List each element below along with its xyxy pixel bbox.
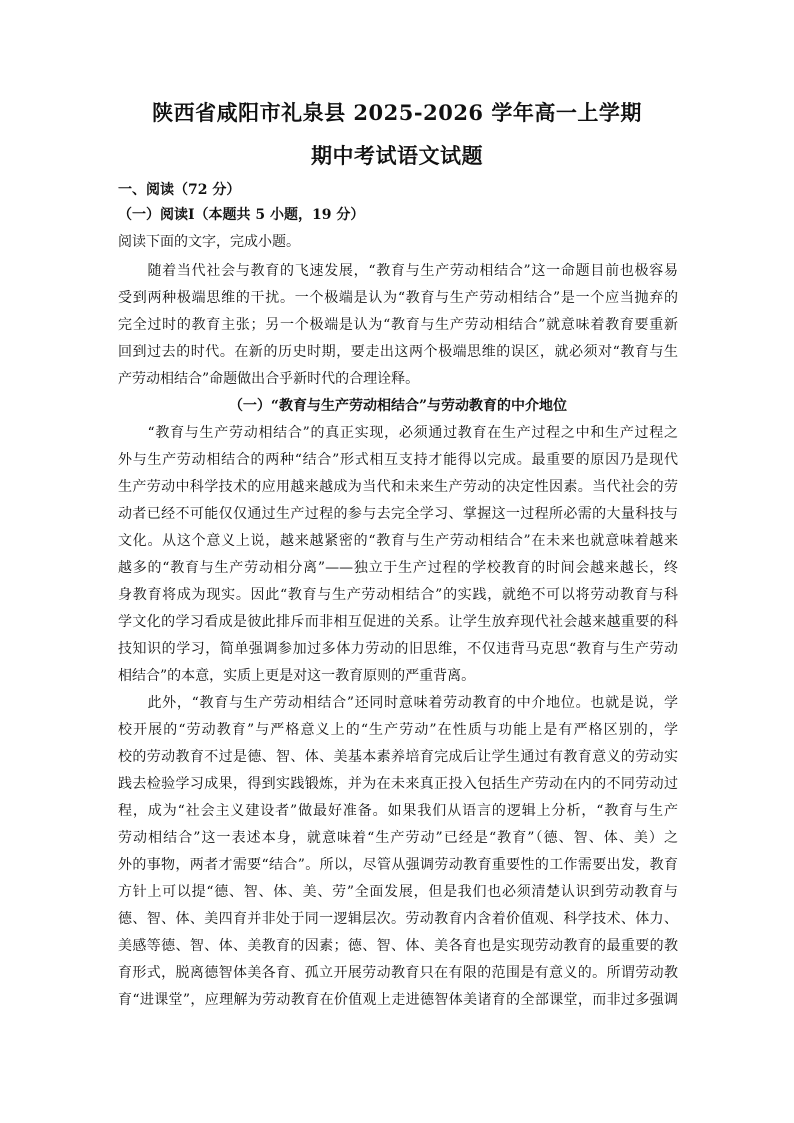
- text-line: 校的劳动教育不过是德、智、体、美基本素养培育完成后让学生通过有教育意义的劳动实: [118, 749, 678, 765]
- text-line: 践去检验学习成果，得到实践锻炼，并为在未来真正投入包括生产劳动在内的不同劳动过: [118, 776, 678, 792]
- instruction-text: 阅读下面的文字，完成小题。: [118, 234, 300, 250]
- article-section-heading: （一）“教育与生产劳动相结合”与劳动教育的中介地位: [228, 398, 568, 414]
- text-line: 随着当代社会与教育的飞速发展，“教育与生产劳动相结合”这一命题目前也极容易: [118, 263, 678, 279]
- document-subtitle: 期中考试语文试题: [311, 143, 483, 168]
- text-line: 学文化的学习看成是彼此排斥而非相互促进的关系。让学生放弃现代社会越来越重要的科: [118, 614, 678, 630]
- text-line: 生产劳动中科学技术的应用越来越成为当代和未来生产劳动的决定性因素。当代社会的劳: [118, 479, 678, 495]
- text-line: 美感等德、智、体、美教育的因素；德、智、体、美各育也是实现劳动教育的最重要的教: [118, 938, 678, 954]
- text-line: 育形式，脱离德智体美各育、孤立开展劳动教育只在有限的范围是有意义的。所谓劳动教: [118, 965, 678, 981]
- text-line: 身教育将成为现实。因此“教育与生产劳动相结合”的实践，就绝不可以将劳动教育与科: [118, 587, 678, 603]
- text-line: 回到过去的时代。在新的历史时期，要走出这两个极端思维的误区，就必须对“教育与生: [118, 344, 678, 360]
- text-line: 外与生产劳动相结合的两种“结合”形式相互支持才能得以完成。最重要的原因乃是现代: [118, 452, 678, 468]
- subsection-heading: （一）阅读Ⅰ（本题共 5 小题，19 分）: [118, 207, 365, 223]
- text-line: 育“进课堂”，应理解为劳动教育在价值观上走进德智体美诸育的全部课堂，而非过多强调: [118, 992, 678, 1008]
- section-heading: 一、阅读（72 分）: [118, 182, 241, 198]
- text-line: 程，成为“社会主义建设者”做最好准备。如果我们从语言的逻辑上分析，“教育与生产: [118, 803, 678, 819]
- text-line: 此外，“教育与生产劳动相结合”还同时意味着劳动教育的中介地位。也就是说，学: [118, 695, 678, 711]
- text-line: 受到两种极端思维的干扰。一个极端是认为“教育与生产劳动相结合”是一个应当抛弃的: [118, 290, 678, 306]
- text-line: 方针上可以提“德、智、体、美、劳”全面发展，但是我们也必须清楚认识到劳动教育与: [118, 884, 678, 900]
- text-line: 校开展的“劳动教育”与严格意义上的“生产劳动”在性质与功能上是有严格区别的，学: [118, 722, 678, 738]
- text-line: 文化。从这个意义上说，越来越紧密的“教育与生产劳动相结合”在未来也就意味着越来: [118, 533, 678, 549]
- text-line: 劳动相结合”这一表述本身，就意味着“生产劳动”已经是“教育”（德、智、体、美）之: [118, 830, 678, 846]
- text-line: 技知识的学习，简单强调参加过多体力劳动的旧思维，不仅违背马克思“教育与生产劳动: [118, 641, 678, 657]
- text-line: 外的事物，两者才需要“结合”。所以，尽管从强调劳动教育重要性的工作需要出发，教育: [118, 857, 678, 873]
- text-line: 德、智、体、美四育并非处于同一逻辑层次。劳动教育内含着价值观、科学技术、体力、: [118, 911, 678, 927]
- text-line: 相结合”的本意，实质上更是对这一教育原则的严重背离。: [118, 668, 476, 684]
- text-line: “教育与生产劳动相结合”的真正实现，必须通过教育在生产过程之中和生产过程之: [118, 425, 678, 441]
- text-line: 动者已经不可能仅仅通过生产过程的参与去完全学习、掌握这一过程所必需的大量科技与: [118, 506, 678, 522]
- text-line: 产劳动相结合”命题做出合乎新时代的合理诠释。: [118, 371, 420, 387]
- text-line: 完全过时的教育主张；另一个极端是认为“教育与生产劳动相结合”就意味着教育要重新: [118, 317, 678, 333]
- document-title: 陕西省咸阳市礼泉县 2025-2026 学年高一上学期: [152, 100, 642, 125]
- text-line: 越多的“教育与生产劳动相分离”——独立于生产过程的学校教育的时间会越来越长，终: [118, 560, 678, 576]
